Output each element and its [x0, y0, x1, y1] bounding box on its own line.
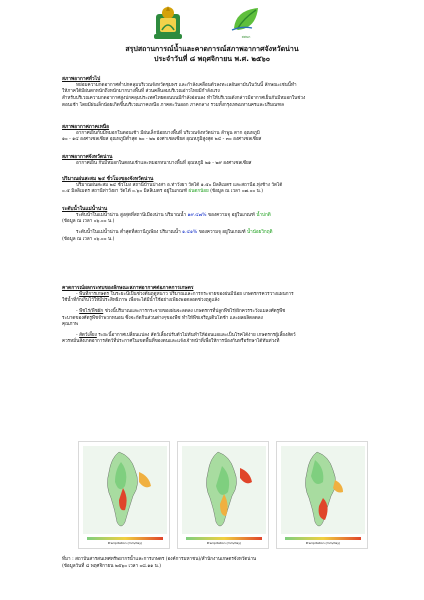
- water-level-heading: ระดับน้ำในแม่น้ำน่าน: [62, 206, 108, 212]
- water-upper-mid: ของความจุ อยู่ในเกณฑ์: [208, 212, 255, 218]
- agri-item-3: - สัตว์เลี้ยง ระยะนี้อากาศเปลี่ยนแปลง สัตว์เลี้ยงปรับตัวไม่ทันทำให้อ่อนแอและเป็นโรคได้ง่าย เกษตรกรผู้เลี้ยงสัตว์: [76, 332, 296, 338]
- water-level-section: [62, 206, 386, 243]
- province-weather-section: [62, 154, 386, 167]
- emblem-logo: [152, 4, 184, 46]
- agri-item-1-title: พื้นที่การเกษตร: [79, 291, 109, 297]
- source-date: (ข้อมูลวันที่ ๘ พฤศจิกายน ๒๕๖๐ เวลา ๐๘.๑๑ น.): [62, 563, 161, 569]
- map-caption: Precipitation (mm/day): [305, 541, 341, 545]
- general-weather-heading: สภาพอากาศทั่วไป: [62, 76, 101, 82]
- water-lower-status: น้ำน้อยวิกฤติ: [247, 229, 273, 235]
- rainfall-text: ๐.๕ มิลลิเมตร สถานีท่าวังผา วัดได้ ๐.๖๐ มิลลิเมตร อยู่ในเกณฑ์: [62, 189, 188, 195]
- source-line: ที่มา : สถาบันสารสนเทศทรัพยากรน้ำและการเกษตร (องค์การมหาชน)/สำนักงานเกษตรจังหวัดน่าน: [62, 557, 257, 562]
- north-weather-heading: สภาพอากาศภาคเหนือ: [62, 124, 110, 130]
- map-day-1: [78, 441, 170, 549]
- map-caption: Precipitation (mm/day): [206, 541, 242, 545]
- rainfall-heading: ปริมาณฝนสะสม ๒๔ ชั่วโมงของจังหวัดน่าน: [62, 176, 154, 182]
- water-lower-text: ระดับน้ำในแม่น้ำน่าน ต่ำสุดที่สถานีภูเพียง ปริมาณน้ำ: [76, 229, 181, 235]
- agri-item-3-line: ระยะนี้อากาศเปลี่ยนแปลง สัตว์เลี้ยงปรับตัวไม่ทันทำให้อ่อนแอและเป็นโรคได้ง่าย เกษตรกรผู้เลี้ยงสัตว์: [98, 332, 296, 338]
- agri-item-2-line: คุณภาพ: [62, 322, 78, 328]
- report-title: สรุปสถานการณ์น้ำและคาดการณ์สภาพอากาศจังหวัดน่าน: [125, 45, 299, 53]
- water-lower-percent: ๑.๔๑%: [182, 229, 198, 235]
- agri-item-3-title: สัตว์เลี้ยง: [79, 332, 97, 338]
- general-line: หย่อมความกดอากาศต่ำปกคลุมบริเวณจังหวัดชุมพร และกำลังเคลื่อนตัวลงทะเลอันดามันในวันนี้ ลักษณะเช่นนี้ทำ: [76, 82, 297, 88]
- water-upper-time: (ข้อมูล ณ เวลา ๐๖.๐๐ น.): [62, 219, 115, 225]
- water-upper-percent: ๑๙.๔๗%: [187, 212, 207, 218]
- haii-logo-text: สสนก: [241, 35, 251, 39]
- map-caption: Precipitation (mm/day): [107, 541, 143, 545]
- province-line: อากาศเย็น กับมีหมอกในตอนเช้าและหมอกหนาบางพื้นที่ อุณหภูมิ ๒๑ - ๒๙ องศาเซลเซียส: [76, 160, 252, 166]
- general-line: ตอนเช้า โดยมีฝนเล็กน้อยเกิดขึ้นบริเวณภาคเหนือ ภาคตะวันออก ภาคกลาง รวมทั้งกรุงเทพมหานครและปริมณฑล: [62, 102, 284, 108]
- report-date: ประจำวันที่ ๘ พฤศจิกายน พ.ศ. ๒๕๖๐: [154, 55, 270, 63]
- agri-item-1-line: ในระยะนี้เป็นช่วงต้นฤดูหนาว ปริมาณและการกระจายของฝนมีน้อย เกษตรกรควรวางแผนการ: [110, 291, 294, 297]
- agri-forecast-section: [62, 285, 386, 346]
- rainfall-line: ปริมาณฝนสะสม ๒๔ ชั่วโมง สถานีบ้านปางสา อ.ท่าวังผา วัดได้ ๑.๕๐ มิลลิเมตร และสถานีอ.ทุ่งช้าง วัดได้: [76, 182, 283, 188]
- water-upper-status: น้ำปกติ: [256, 212, 271, 218]
- map-day-3: [276, 441, 368, 549]
- rainfall-time: (ข้อมูล ณ เวลา ๐๗.๐๐ น.): [210, 189, 264, 195]
- rainfall-section: [62, 176, 386, 196]
- map-day-2: [177, 441, 269, 549]
- rain-forecast-maps: [78, 441, 368, 549]
- agri-item-2-title: พืชไร่/พืชผัก: [79, 308, 104, 314]
- source-footer: [62, 557, 386, 570]
- general-line: สำหรับบริเวณความกดอากาศสูงปกคลุมประเทศไทยตอนบนมีกำลังอ่อนลง ทำให้บริเวณดังกล่าวมีอากาศเย็นกับมีหมอกในช่วง: [62, 95, 306, 101]
- province-weather-heading: สภาพอากาศจังหวัดน่าน: [62, 154, 113, 160]
- water-lower-mid: ของความจุ อยู่ในเกณฑ์: [198, 229, 246, 235]
- agri-forecast-heading: คาดการณ์ผลกระทบของลักษณะสภาพอากาศต่อภาคการเกษตร: [62, 285, 194, 291]
- agri-item-3-line: ควรหมั่นสังเกตอาการสัตว์ที่ประกาศในเขตพื้นที่ของตนและแจ้งเจ้าหน้าที่เพื่อให้การป้องกันหรือรักษาได้ทันท่วงที: [62, 339, 280, 345]
- north-line: อากาศเย็นกับมีหมอกในตอนเช้า มีฝนเล็กน้อยบางพื้นที่ บริเวณจังหวัดน่าน ลำพูน ตาก อุณหภูมิ: [76, 130, 260, 136]
- agri-item-1: - พื้นที่การเกษตร ในระยะนี้เป็นช่วงต้นฤดูหนาว ปริมาณและการกระจายของฝนมีน้อย เกษตรกรควรวางแผนการ: [76, 291, 294, 297]
- haii-logo: [228, 4, 264, 46]
- general-weather-section: [62, 76, 386, 109]
- agri-item-2: - พืชไร่/พืชผัก ช่วงนี้ปริมาณและการกระจายของฝนจะลดลง เกษตรกรที่ปลูกพืชไร่/ผักควรระวังแมลงศัตรูพืช: [76, 308, 286, 314]
- water-upper-text: ระดับน้ำในแม่น้ำน่าน สูงสุดที่สถานีเมืองน่าน ปริมาณน้ำ: [76, 212, 187, 218]
- agri-item-2-line: ช่วงนี้ปริมาณและการกระจายของฝนจะลดลง เกษตรกรที่ปลูกพืชไร่/ผักควรระวังแมลงศัตรูพืช: [104, 308, 286, 314]
- agri-item-1-line: ใช้น้ำที่กักเก็บไว้ให้มีประสิทธิภาพ เพื่อจะได้มีน้ำใช้อย่างเพียงพอตลอดช่วงฤดูแล้ง: [62, 298, 220, 304]
- agri-item-2-line: ระบาดของศัตรูพืชจำพวกหนอน ซึ่งจะกัดกินส่วนต่างๆของพืช ทำให้พืชเจริญเติบโตช้า และผลผลิตลดลง: [62, 315, 263, 321]
- water-lower-time: (ข้อมูล ณ เวลา ๐๖.๐๐ น.): [62, 236, 115, 242]
- rainfall-status: ฝนตกน้อย: [188, 189, 209, 195]
- north-line: ๑๐ - ๑๔ องศาเซลเซียส อุณหภูมิต่ำสุด ๒๐ - ๒๒ องศาเซลเซียส อุณหภูมิสูงสุด ๒๔ - ๓๐ องศาเซลเซียส: [62, 137, 262, 143]
- general-line: ให้ภาคใต้มีฝนตกหนักถึงหนักมากบางพื้นที่ ส่วนคลื่นลมบริเวณอ่าวไทยมีกำลังแรง: [62, 89, 220, 95]
- north-weather-section: [62, 124, 386, 144]
- rainfall-line: [62, 189, 386, 196]
